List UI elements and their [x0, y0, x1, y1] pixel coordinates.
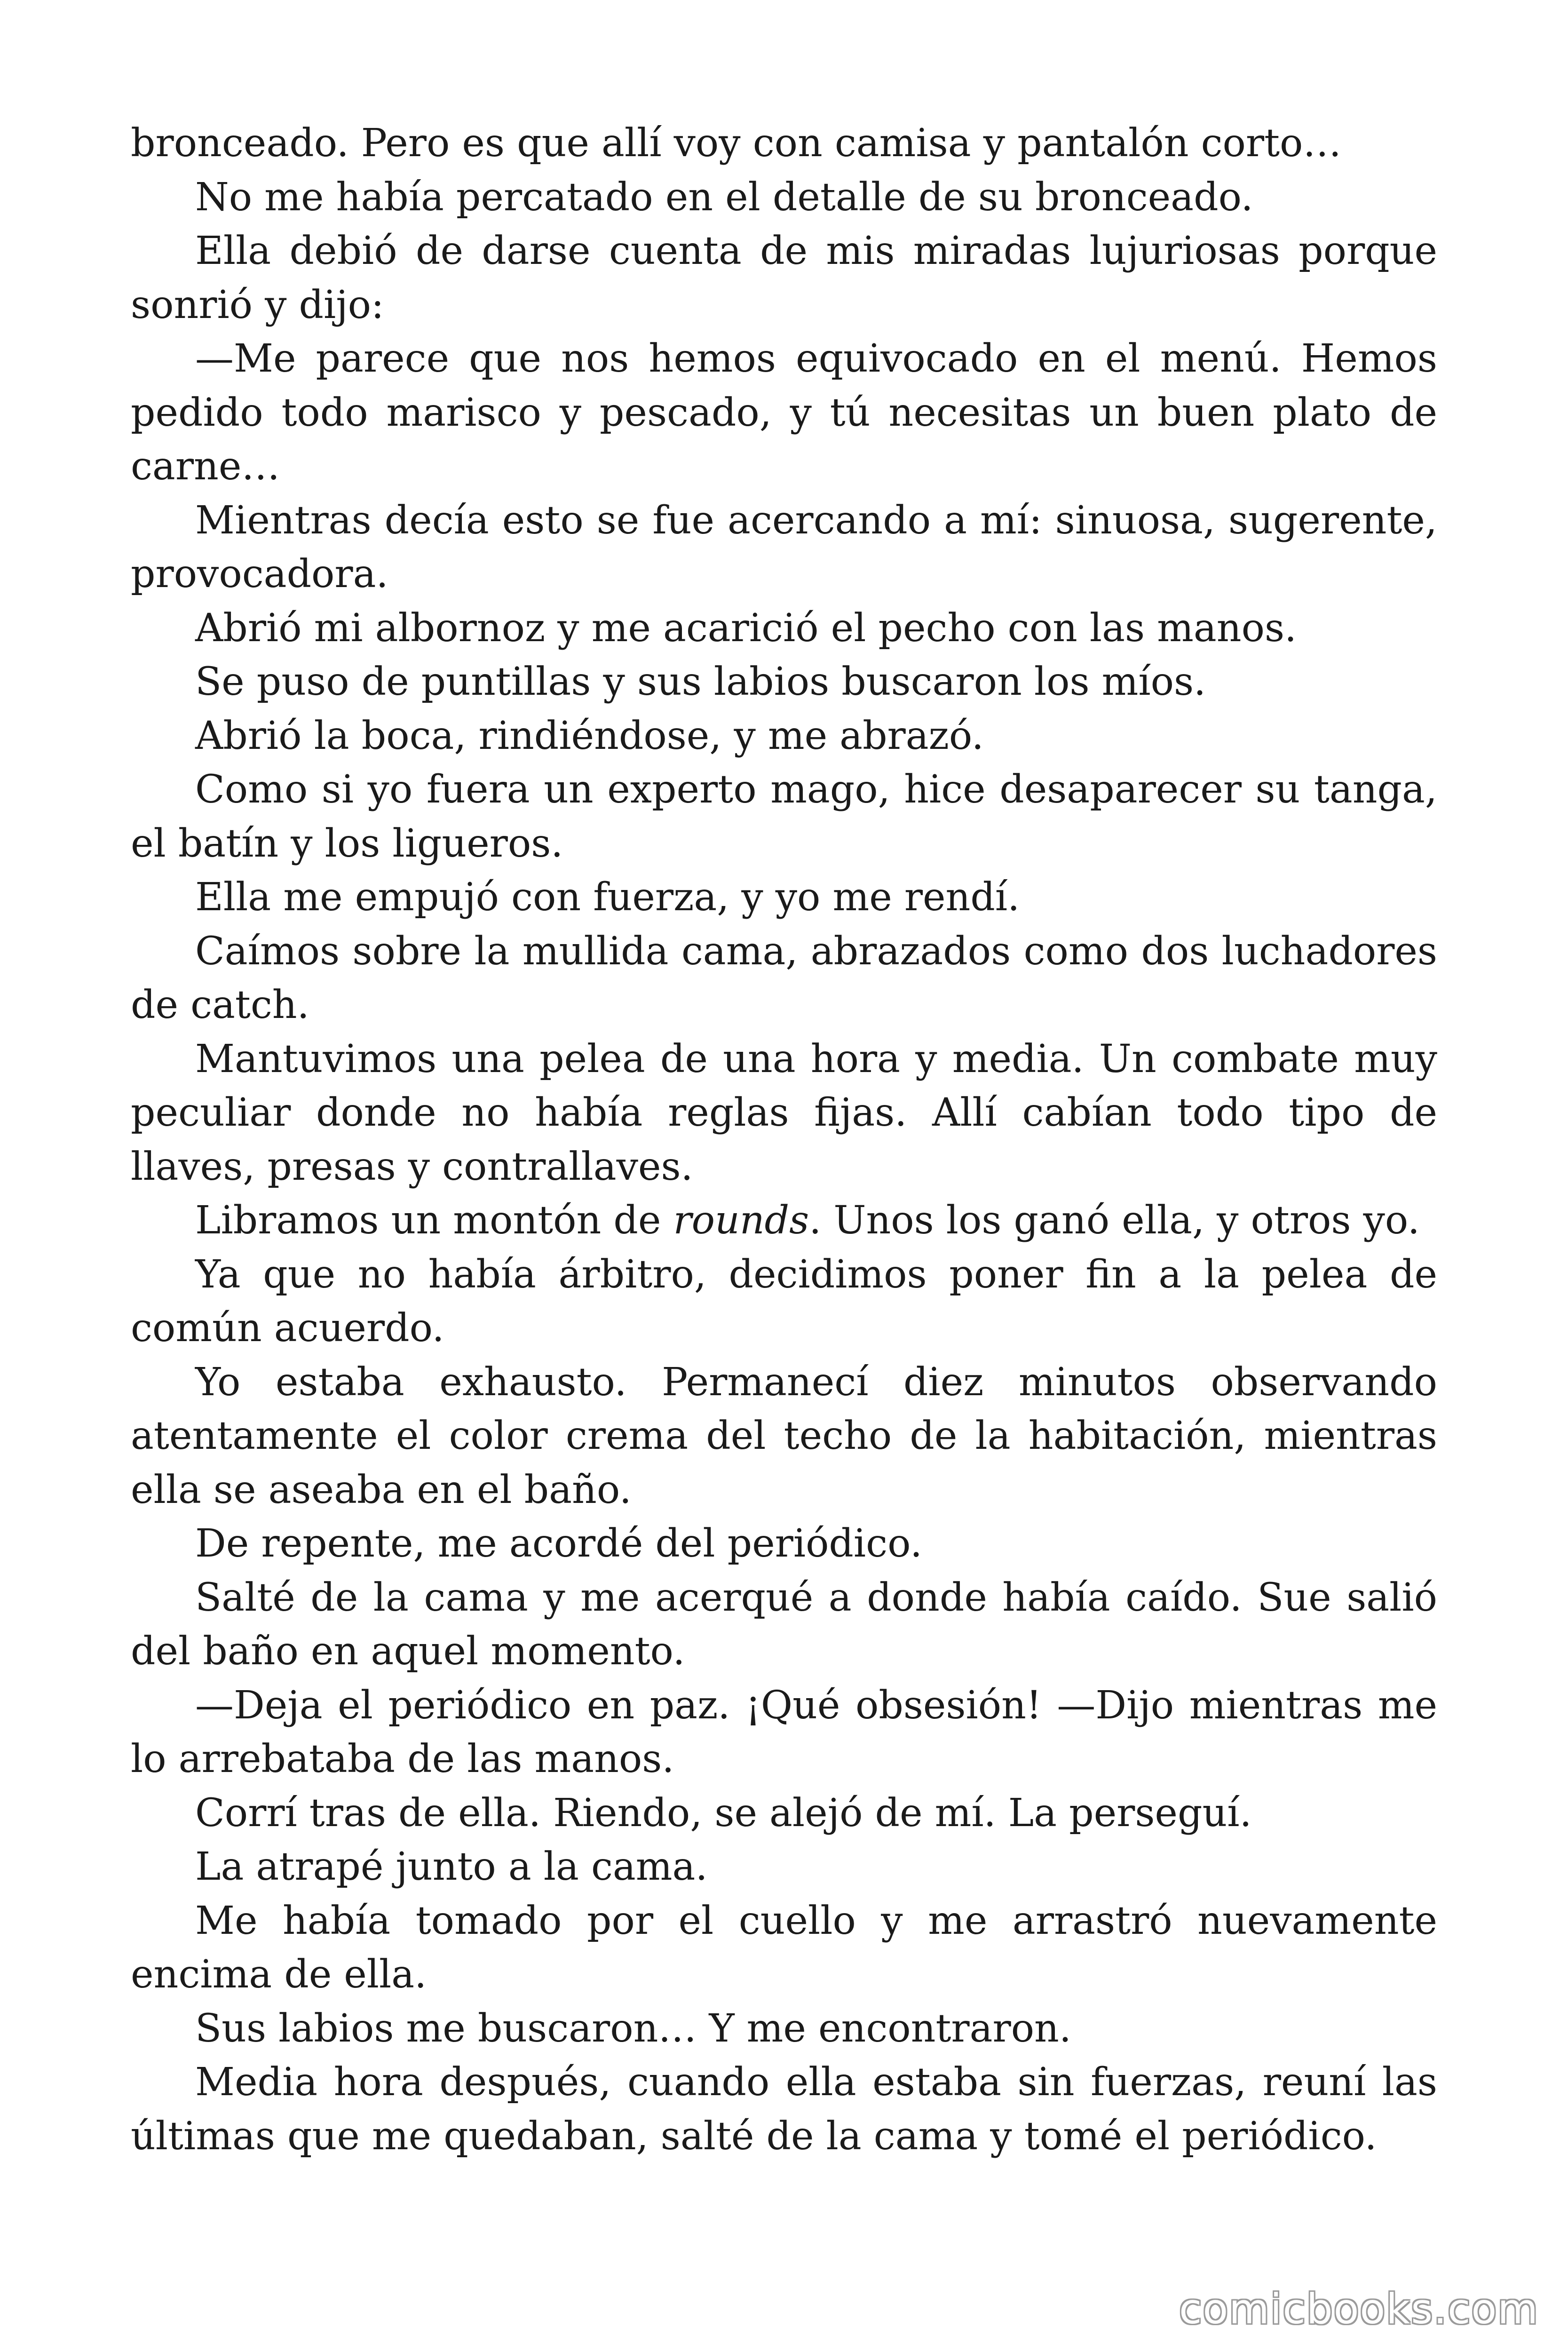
paragraph: Como si yo fuera un experto mago, hice desaparecer su tanga, el batín y los ligueros.: [131, 767, 1437, 866]
paragraph: Se puso de puntillas y sus labios buscaron los míos.: [195, 660, 1206, 704]
paragraph: Mientras decía esto se fue acercando a mí: sinuosa, sugerente, provocadora.: [131, 498, 1437, 596]
paragraph: Yo estaba exhausto. Permanecí diez minutos observando atentamente el color crema del techo de la habitación, mientras ella se aseaba en el baño.: [131, 1359, 1437, 1512]
paragraph: Corrí tras de ella. Riendo, se alejó de mí. La perseguí.: [195, 1790, 1252, 1836]
paragraph: Ya que no había árbitro, decidimos poner fin a la pelea de común acuerdo.: [131, 1252, 1437, 1351]
paragraph: De repente, me acordé del periódico.: [195, 1521, 923, 1566]
paragraph: Caímos sobre la mullida cama, abrazados como dos luchadores de catch.: [131, 929, 1437, 1027]
paragraph: bronceado. Pero es que allí voy con camisa y pantalón corto…: [131, 121, 1342, 166]
italic-word: rounds: [673, 1198, 809, 1243]
paragraph: Me había tomado por el cuello y me arrastró nuevamente encima de ella.: [131, 1898, 1437, 1997]
paragraph: La atrapé junto a la cama.: [195, 1844, 708, 1889]
paragraph: No me había percatado en el detalle de su bronceado.: [195, 175, 1253, 220]
paragraph: [131, 1194, 1437, 1248]
paragraph: Media hora después, cuando ella estaba sin fuerzas, reuní las últimas que me quedaban, salté de la cama y tomé el periódico.: [131, 2060, 1437, 2159]
paragraph: Ella me empujó con fuerza, y yo me rendí.: [195, 875, 1020, 920]
paragraph: Salté de la cama y me acerqué a donde había caído. Sue salió del baño en aquel momento.: [131, 1575, 1437, 1674]
paragraph: Sus labios me buscaron… Y me encontraron.: [195, 2006, 1071, 2051]
paragraph: Abrió mi albornoz y me acarició el pecho con las manos.: [195, 605, 1297, 651]
paragraph: Abrió la boca, rindiéndose, y me abrazó.: [195, 713, 984, 758]
paragraph: —Deja el periódico en paz. ¡Qué obsesión! —Dijo mientras me lo arrebataba de las manos.: [131, 1683, 1437, 1781]
paragraph: —Me parece que nos hemos equivocado en el menú. Hemos pedido todo marisco y pescado, y tú necesitas un buen plato de carne…: [131, 336, 1437, 489]
watermark: comicbooks.com: [1179, 2285, 1539, 2333]
paragraph: Mantuvimos una pelea de una hora y media. Un combate muy peculiar donde no había reglas fijas. Allí cabían todo tipo de llaves, presas y contrallaves.: [131, 1036, 1437, 1189]
paragraph-text: . Unos los ganó ella, y otros yo.: [809, 1198, 1420, 1243]
paragraph-text: Libramos un montón de: [195, 1198, 673, 1243]
book-page: [131, 117, 1437, 2233]
paragraph: Ella debió de darse cuenta de mis miradas lujuriosas porque sonrió y dijo:: [131, 229, 1437, 327]
